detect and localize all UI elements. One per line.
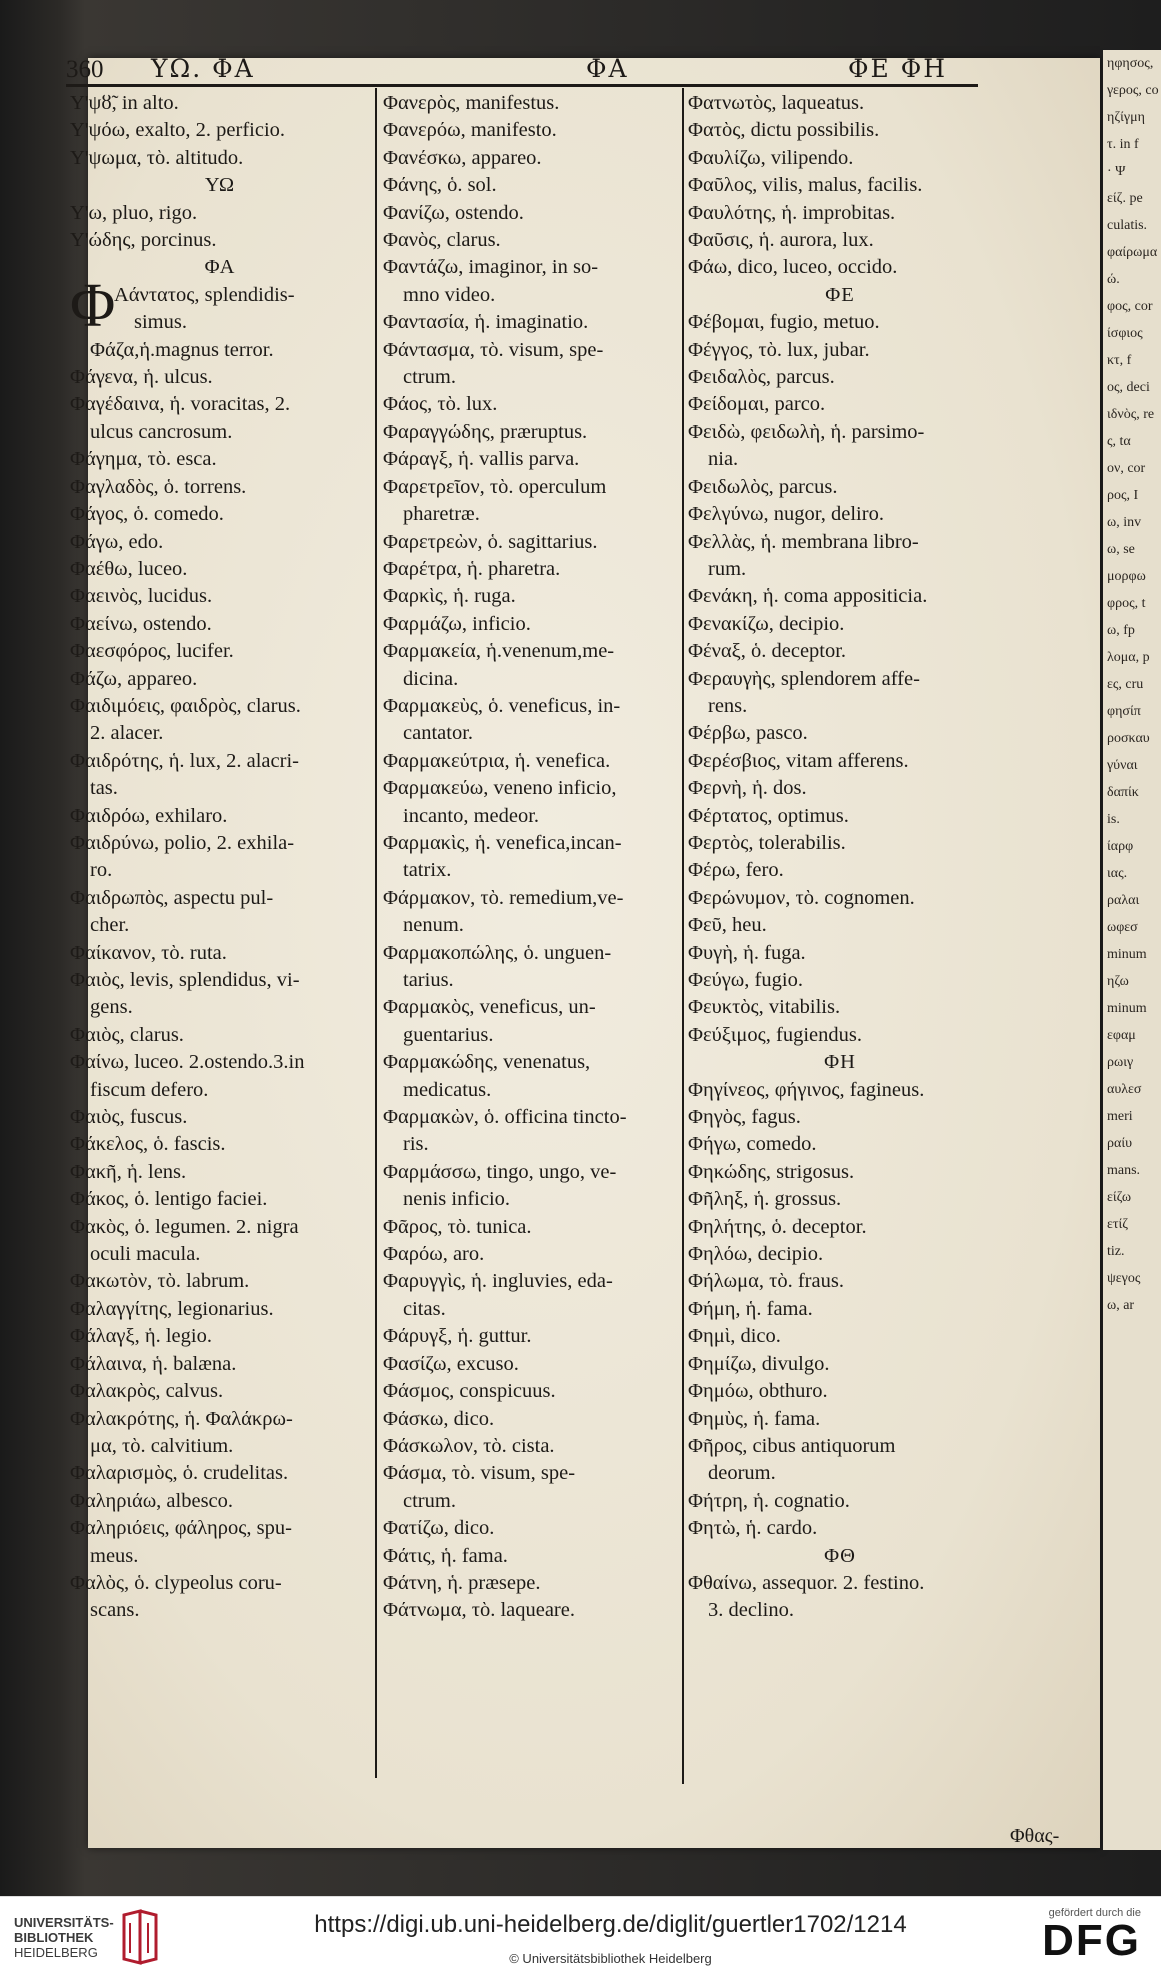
running-header <box>66 50 976 84</box>
entry-line: Φήτρη, ἡ. cognatio. <box>688 1489 850 1512</box>
entry-line: Φάσμα, τὸ. visum, spe- <box>383 1462 576 1485</box>
entry-line: Φαρμακεύω, veneno inficio, <box>383 777 617 800</box>
entry-line: Φέρτατος, optimus. <box>688 804 849 827</box>
adjacent-page-fragment: ρωιγ <box>1107 1055 1134 1070</box>
institution-line: HEIDELBERG <box>14 1945 98 1960</box>
entry-line: Φάζω, appareo. <box>70 667 198 690</box>
center-heading: ΦΑ <box>586 54 629 83</box>
copyright-notice: © Universitätsbibliothek Heidelberg <box>509 1951 712 1966</box>
entry-line: nenis inficio. <box>403 1188 511 1211</box>
entry-line: Φᾶρος, τὸ. tunica. <box>383 1215 532 1238</box>
dictionary-column-2 <box>383 90 681 1625</box>
dictionary-column-1 <box>70 90 370 1625</box>
entry-line: Φελλὰς, ἡ. membrana libro- <box>688 530 919 553</box>
entry-line: Φαρμακεὺς, ὁ. veneficus, in- <box>383 694 621 717</box>
entry-line: Φάγος, ὁ. comedo. <box>70 503 224 526</box>
entry-line: fiscum defero. <box>90 1078 209 1101</box>
adjacent-page-fragment: φρος, t <box>1107 596 1146 611</box>
entry-line: Φαλακρότης, ἡ. Φαλάκρω- <box>70 1407 293 1430</box>
entry-line: mno video. <box>403 283 496 306</box>
entry-line: Υ'ώδης, porcinus. <box>70 229 217 252</box>
entry-line: Φαλακρὸς, calvus. <box>70 1380 224 1403</box>
adjacent-page-fragment: ω, ar <box>1107 1298 1135 1313</box>
entry-line: Φερνὴ, ἡ. dos. <box>688 777 807 800</box>
adjacent-page-fragment: minum <box>1107 1001 1147 1016</box>
entry-line: Φηλόω, decipio. <box>688 1243 824 1266</box>
adjacent-page-edge <box>1103 50 1161 1850</box>
entry-line: Φαεινὸς, lucidus. <box>70 585 213 608</box>
entry-line: Φανερόω, manifesto. <box>383 119 557 142</box>
entry-line: Φάντασμα, τὸ. visum, spe- <box>383 338 604 361</box>
entry-line: Φεραυγὴς, splendorem affe- <box>688 667 920 690</box>
entry-line: Φάτις, ἡ. fama. <box>383 1544 508 1567</box>
entry-line: Φάρμακον, τὸ. remedium,ve- <box>383 886 624 909</box>
entry-line: simus. <box>134 311 187 334</box>
adjacent-page-fragment: mans. <box>1107 1163 1141 1178</box>
entry-line: Φαρόω, aro. <box>383 1243 485 1266</box>
institution-line: BIBLIOTHEK <box>14 1930 94 1945</box>
entry-line: Φάνης, ὁ. sol. <box>383 174 497 197</box>
entry-line: pharetræ. <box>403 503 480 526</box>
entry-line: ulcus cancrosum. <box>90 420 233 443</box>
entry-line: Φαλαρισμὸς, ὁ. crudelitas. <box>70 1462 289 1485</box>
entry-line: Φαραγγώδης, præruptus. <box>383 420 588 443</box>
entry-line: deorum. <box>708 1462 776 1485</box>
adjacent-page-fragment: ες, cru <box>1107 677 1144 692</box>
entry-line: Φαιδρόω, exhilaro. <box>70 804 228 827</box>
entry-line: Φάσκω, dico. <box>383 1407 495 1430</box>
adjacent-page-fragment: tiz. <box>1107 1244 1125 1259</box>
entry-line: Αάντατος, splendidis- <box>114 283 295 306</box>
adjacent-page-fragment: φησίπ <box>1107 704 1141 719</box>
entry-line: Φελγύνω, nugor, deliro. <box>688 503 884 526</box>
entry-line: citas. <box>403 1297 446 1320</box>
adjacent-page-fragment: meri <box>1107 1109 1133 1124</box>
adjacent-page-fragment: ον, cor <box>1107 461 1146 476</box>
entry-line: Φῆρος, cibus antiquorum <box>688 1434 896 1457</box>
entry-line: Φήμη, ἡ. fama. <box>688 1297 813 1320</box>
entry-line: Φαρμακοπώλης, ὁ. unguen- <box>383 941 612 964</box>
entry-line: Φακῆ, ἡ. lens. <box>70 1160 187 1183</box>
entry-line: Φεῦ, heu. <box>688 914 767 937</box>
adjacent-page-fragment: ηζίγμη <box>1107 110 1145 125</box>
entry-line: Φάσκωλον, τὸ. cista. <box>383 1434 555 1457</box>
entry-line: Φαίνω, luceo. 2.ostendo.3.in <box>70 1051 305 1074</box>
entry-line: Φαῦσις, ἡ. aurora, lux. <box>688 229 874 252</box>
entry-line: Φαλαγγίτης, legionarius. <box>70 1297 274 1320</box>
adjacent-page-fragment: culatis. <box>1107 218 1148 233</box>
entry-line: Φαρμακώδης, venenatus, <box>383 1051 591 1074</box>
entry-line: Φέβομαι, fugio, metuo. <box>688 311 880 334</box>
adjacent-page-fragment: ος, deci <box>1107 380 1150 395</box>
adjacent-page-fragment: ηφησος, <box>1107 56 1154 71</box>
entry-line: nenum. <box>403 914 464 937</box>
entry-line: Φημὺς, ἡ. fama. <box>688 1407 821 1430</box>
adjacent-page-fragment: δαπίκ <box>1107 785 1139 800</box>
entry-line: Φάραγξ, ἡ. vallis parva. <box>383 448 580 471</box>
entry-line: tatrix. <box>403 859 452 882</box>
entry-line: Φάκος, ὁ. lentigo faciei. <box>70 1188 268 1211</box>
entry-line: gens. <box>90 996 133 1019</box>
entry-line: Φαιδρωπὸς, aspectu pul- <box>70 886 274 909</box>
entry-line: Φαιδρύνω, polio, 2. exhila- <box>70 831 295 854</box>
entry-line: oculi macula. <box>90 1243 201 1266</box>
adjacent-page-fragment: λομα, p <box>1107 650 1150 665</box>
entry-line: Φέγγος, τὸ. lux, jubar. <box>688 338 870 361</box>
entry-line: Φηγίνεος, φήγινος, fagineus. <box>688 1078 925 1101</box>
entry-line: Φάγημα, τὸ. esca. <box>70 448 217 471</box>
entry-line: Φάλαινα, ἡ. balæna. <box>70 1352 237 1375</box>
entry-line: Φατίζω, dico. <box>383 1517 495 1540</box>
adjacent-page-fragment: ψεγος <box>1107 1271 1141 1286</box>
entry-line: Φάσμος, conspicuus. <box>383 1380 556 1403</box>
adjacent-page-fragment: ιδνὸς, re <box>1107 407 1155 422</box>
entry-line: Φαυλίζω, vilipendo. <box>688 146 854 169</box>
adjacent-page-fragment: ραλαι <box>1107 893 1140 908</box>
entry-line: ris. <box>403 1133 429 1156</box>
entry-line: Φαρέτρα, ἡ. pharetra. <box>383 557 561 580</box>
entry-line: Φακὸς, ὁ. legumen. 2. nigra <box>70 1215 299 1238</box>
viewer-footer <box>0 1896 1161 1981</box>
entry-line: Φαρετρεῖον, τὸ. operculum <box>383 475 607 498</box>
adjacent-page-fragment: κτ, f <box>1107 353 1132 368</box>
entry-line: Φαληριάω, albesco. <box>70 1489 234 1512</box>
entry-line: ctrum. <box>403 366 456 389</box>
entry-line: tarius. <box>403 969 454 991</box>
adjacent-page-fragment: ω, se <box>1107 542 1135 557</box>
adjacent-page-fragment: γερος, co <box>1107 83 1159 98</box>
catchword: Φθας- <box>1010 1825 1060 1847</box>
entry-line: 2. alacer. <box>90 722 164 745</box>
section-heading: ΥΩ <box>204 174 236 197</box>
entry-line: Φημίζω, divulgo. <box>688 1352 830 1375</box>
adjacent-page-fragment: μορφω <box>1107 569 1146 584</box>
adjacent-page-fragment: είζ. pe <box>1107 191 1143 206</box>
entry-line: Φαγλαδὸς, ὁ. torrens. <box>70 475 247 498</box>
entry-line: Φείδομαι, parco. <box>688 393 826 416</box>
entry-line: cantator. <box>403 722 474 745</box>
entry-line: Φάτνωμα, τὸ. laqueare. <box>383 1599 575 1622</box>
entry-line: Φειδαλὸς, parcus. <box>688 366 835 389</box>
adjacent-page-fragment: ίαρφ <box>1107 839 1134 854</box>
entry-line: Φεύγω, fugio. <box>688 969 803 991</box>
column-divider <box>375 88 377 1778</box>
entry-line: Φανὸς, clarus. <box>383 229 501 252</box>
entry-line: Φαρμακὼν, ὁ. officina tincto- <box>383 1106 627 1129</box>
entry-line: Φαληριόεις, φάληρος, spu- <box>70 1517 292 1540</box>
drop-cap: Φ <box>70 271 116 340</box>
entry-line: Φάτνη, ἡ. præsepe. <box>383 1571 541 1594</box>
adjacent-page-fragment: ω, inv <box>1107 515 1142 530</box>
entry-line: Φαείνω, ostendo. <box>70 612 212 635</box>
entry-line: Φαντάζω, imaginor, in so- <box>383 256 599 279</box>
entry-line: Φαρμακεία, ἡ.venenum,me- <box>383 640 615 663</box>
entry-line: Φατὸς, dictu possibilis. <box>688 119 880 142</box>
entry-line: Φανερὸς, manifestus. <box>383 92 560 114</box>
entry-line: Φαγέδαινα, ἡ. voracitas, 2. <box>70 393 291 416</box>
entry-line: tas. <box>90 777 118 800</box>
section-heading: ΦΗ <box>824 1051 856 1074</box>
entry-line: 3. declino. <box>708 1599 794 1622</box>
adjacent-page-fragment: εφαμ <box>1107 1028 1136 1043</box>
entry-line: Φευκτὸς, vitabilis. <box>688 996 841 1019</box>
entry-line: ctrum. <box>403 1489 456 1512</box>
entry-line: Φαρμάσσω, tingo, ungo, ve- <box>383 1160 617 1183</box>
entry-line: Υ'ψόω, exalto, 2. perficio. <box>70 119 286 142</box>
entry-line: Φέναξ, ὁ. deceptor. <box>688 640 847 663</box>
entry-line: Φαίκανον, τὸ. ruta. <box>70 941 227 964</box>
entry-line: Φθαίνω, assequor. 2. festino. <box>688 1571 925 1594</box>
entry-line: Φημόω, obthuro. <box>688 1380 828 1403</box>
entry-line: Υ'ψωμα, τὸ. altitudo. <box>70 146 244 169</box>
entry-line: Φαρκὶς, ἡ. ruga. <box>383 585 516 608</box>
entry-line: Φέρω, fero. <box>688 859 784 882</box>
adjacent-page-fragment: ωφεσ <box>1107 920 1138 935</box>
entry-line: ro. <box>90 859 113 882</box>
entry-line: Φάος, τὸ. lux. <box>383 393 498 416</box>
entry-line: Φαέθω, luceo. <box>70 557 188 580</box>
dictionary-column-3 <box>688 90 992 1625</box>
entry-line: Φάω, dico, luceo, occido. <box>688 256 898 279</box>
entry-line: Φήλωμα, τὸ. fraus. <box>688 1270 844 1293</box>
entry-line: medicatus. <box>403 1078 492 1101</box>
adjacent-page-fragment: ίσφιος <box>1107 326 1143 341</box>
entry-line: Φαρμάζω, inficio. <box>383 612 531 635</box>
entry-line: Φαιὸς, clarus. <box>70 1023 184 1046</box>
section-heading: ΦΑ <box>204 256 236 279</box>
left-heading: ΥΩ. ΦΑ <box>151 54 255 83</box>
entry-line: Φῆληξ, ἡ. grossus. <box>688 1188 842 1211</box>
sponsor-label: gefördert durch die <box>1048 1907 1141 1919</box>
entry-line: Φαιὸς, levis, splendidus, vi- <box>70 969 300 991</box>
entry-line: scans. <box>90 1599 140 1622</box>
entry-line: Φάκελος, ὁ. fascis. <box>70 1133 226 1156</box>
entry-line: Φαρυγγὶς, ἡ. ingluvies, eda- <box>383 1270 613 1293</box>
entry-line: Υ'ω, pluo, rigo. <box>70 201 198 224</box>
dfg-logo: DFG <box>1042 1916 1141 1965</box>
adjacent-page-fragment: είζω <box>1107 1190 1132 1205</box>
entry-line: Φακωτὸν, τὸ. labrum. <box>70 1270 250 1293</box>
page-number: 360 <box>66 56 104 83</box>
entry-line: Φερτὸς, tolerabilis. <box>688 831 846 854</box>
section-heading: ΦΘ <box>824 1544 856 1567</box>
adjacent-page-fragment: is. <box>1107 812 1120 827</box>
institution-line: UNIVERSITÄTS- <box>14 1915 114 1930</box>
entry-line: cher. <box>90 914 130 937</box>
entry-line: Φαιδρότης, ἡ. lux, 2. alacri- <box>70 749 299 772</box>
entry-line: dicina. <box>403 667 459 690</box>
entry-line: Φαρετρεὼν, ὁ. sagittarius. <box>383 530 598 553</box>
entry-line: Φαιδιμόεις, φαιδρὸς, clarus. <box>70 694 301 717</box>
entry-line: rens. <box>708 694 748 717</box>
entry-line: Υ'ψȣ̃, in alto. <box>70 92 179 114</box>
entry-line: Φάγω, edo. <box>70 530 164 553</box>
adjacent-page-fragment: φος, cor <box>1107 299 1153 314</box>
header-rule <box>66 84 978 87</box>
adjacent-page-fragment: γύναι <box>1107 758 1138 773</box>
entry-line: Φυγὴ, ἡ. fuga. <box>688 941 806 964</box>
adjacent-page-fragment: ροσκαυ <box>1107 731 1150 746</box>
entry-line: Φανίζω, ostendo. <box>383 201 524 224</box>
entry-line: Φάρυγξ, ἡ. guttur. <box>383 1325 532 1348</box>
entry-line: Φερέσβιος, vitam afferens. <box>688 749 909 772</box>
entry-line: Φαρμακεύτρια, ἡ. venefica. <box>383 749 611 772</box>
entry-line: Φειδὼ, φειδωλὴ, ἡ. parsimo- <box>688 420 925 443</box>
entry-line: Φάγενα, ἡ. ulcus. <box>70 366 213 389</box>
entry-line: guentarius. <box>403 1023 494 1046</box>
column-divider <box>682 88 684 1784</box>
entry-line: Φαιὸς, fuscus. <box>70 1106 188 1129</box>
permalink-url[interactable]: https://digi.ub.uni-heidelberg.de/diglit/guertler1702/1214 <box>314 1911 907 1938</box>
adjacent-page-fragment: φαίρωμα <box>1107 245 1158 260</box>
entry-line: Φηλήτης, ὁ. deceptor. <box>688 1215 867 1238</box>
entry-line: Φερώνυμον, τὸ. cognomen. <box>688 886 915 909</box>
section-heading: ΦΕ <box>825 283 855 306</box>
entry-line: Φάζα,ἡ.magnus terror. <box>90 338 274 361</box>
entry-line: Φασίζω, excuso. <box>383 1352 519 1375</box>
entry-line: Φατνωτὸς, laqueatus. <box>688 92 865 114</box>
entry-line: Φαντασία, ἡ. imaginatio. <box>383 311 589 334</box>
entry-line: Φηγὸς, fagus. <box>688 1106 801 1129</box>
adjacent-page-fragment: ιας. <box>1107 866 1128 881</box>
entry-line: meus. <box>90 1544 139 1567</box>
sponsor-block <box>1042 1907 1141 1963</box>
entry-line: Φάλαγξ, ἡ. legio. <box>70 1325 212 1348</box>
adjacent-page-fragment: ρος, I <box>1107 488 1139 503</box>
entry-line: Φεύξιμος, fugiendus. <box>688 1023 862 1046</box>
drop-cap-entry <box>70 271 370 340</box>
entry-line: Φαρμακὸς, veneficus, un- <box>383 996 596 1019</box>
adjacent-page-fragment: αυλεσ <box>1107 1082 1142 1097</box>
entry-line: Φαρμακὶς, ἡ. venefica,incan- <box>383 831 622 854</box>
entry-line: Φαλὸς, ὁ. clypeolus coru- <box>70 1571 282 1594</box>
adjacent-page-fragment: ηζω <box>1107 974 1129 989</box>
entry-line: Φέρβω, pasco. <box>688 722 808 745</box>
entry-line: Φενάκη, ἡ. coma appositicia. <box>688 585 928 608</box>
entry-line: Φημὶ, dico. <box>688 1325 781 1348</box>
adjacent-page-fragment: ώ. <box>1107 272 1120 287</box>
entry-line: incanto, medeor. <box>403 804 540 827</box>
entry-line: Φητὼ, ἡ. cardo. <box>688 1517 818 1540</box>
entry-line: Φενακίζω, decipio. <box>688 612 845 635</box>
entry-line: Φαῦλος, vilis, malus, facilis. <box>688 174 923 197</box>
entry-line: Φαεσφόρος, lucifer. <box>70 640 234 663</box>
adjacent-page-fragment: ς, tα <box>1107 434 1131 449</box>
entry-line: Φήγω, comedo. <box>688 1133 817 1156</box>
entry-line: Φανέσκω, appareo. <box>383 146 542 169</box>
adjacent-page-fragment: τ. in f <box>1107 137 1139 152</box>
adjacent-page-fragment: · Ψ <box>1107 164 1126 179</box>
adjacent-page-fragment: ω, fp <box>1107 623 1135 638</box>
adjacent-page-fragment: ραίυ <box>1107 1136 1133 1151</box>
entry-line: Φειδωλὸς, parcus. <box>688 475 838 498</box>
adjacent-page-fragment: ετίζ <box>1107 1217 1129 1232</box>
entry-line: μα, τὸ. calvitium. <box>90 1434 234 1457</box>
adjacent-page-fragment: minum <box>1107 947 1147 962</box>
entry-line: nia. <box>708 448 739 471</box>
entry-line: Φηκώδης, strigosus. <box>688 1160 855 1183</box>
entry-line: Φαυλότης, ἡ. improbitas. <box>688 201 896 224</box>
entry-line: rum. <box>708 557 747 580</box>
right-heading: ΦΕ ΦΗ <box>848 54 947 83</box>
